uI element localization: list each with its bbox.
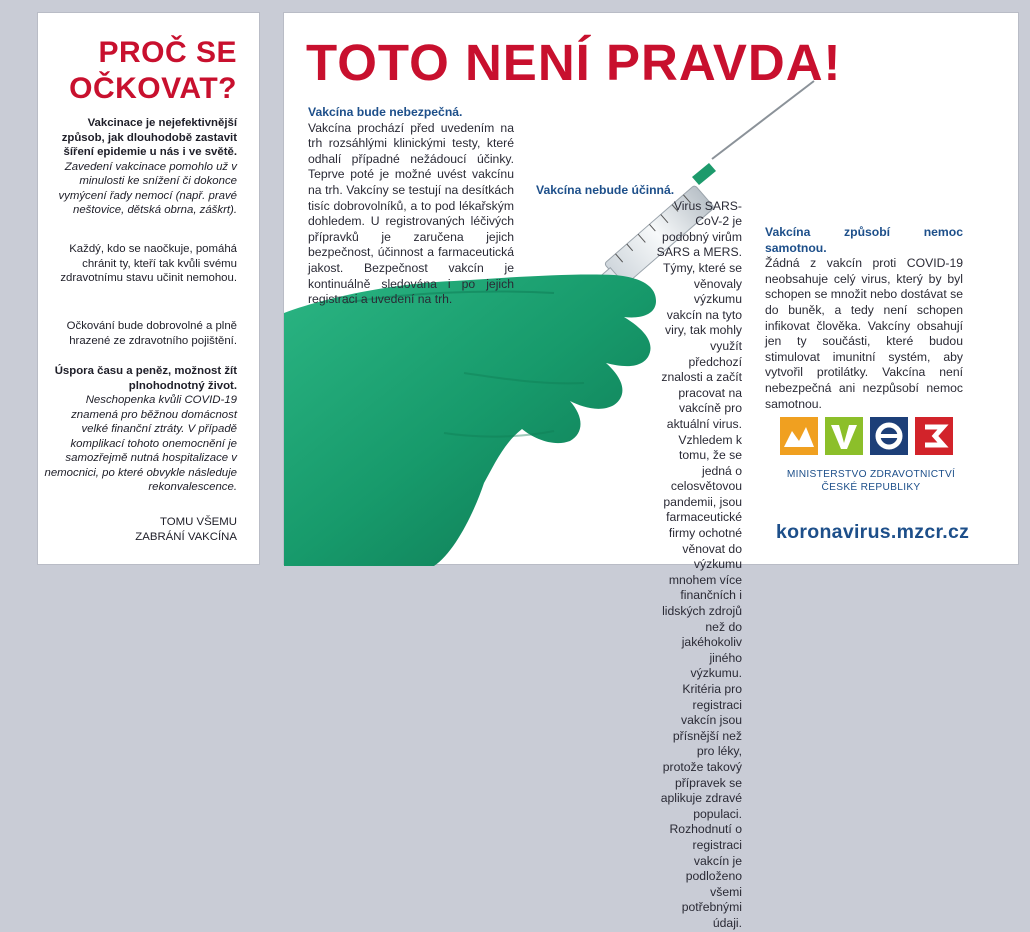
left-closing: TOMU VŠEMU ZABRÁNÍ VAKCÍNA — [135, 516, 237, 543]
column-vaccine-dangerous: Vakcína bude nebezpečná. Vakcína prochází před uvedením na trh rozsáhlými klinickými testy, které odhalí případné nežádoucí účinky. Teprve poté je možné uvést vakcínu na trh. Vakcíny se testují na desítkách tisíc dobrovolníků, a to pod lékařským dohledem. U registrovaných léčivých přípravků je zaručena jejich bezpečnost, účinnost a farmaceutická jakost. Bezpečnost vakcín je kontinuálně sledována i po jejich registraci a uvedení na trh. — [308, 105, 514, 307]
logo-navy-icon — [870, 417, 908, 455]
ministry-name: MINISTERSTVO ZDRAVOTNICTVÍ ČESKÉ REPUBLIKY — [786, 469, 956, 493]
left-paragraph-3: Očkování bude dobrovolné a plně hrazené ze zdravotního pojištění. — [66, 320, 237, 347]
left-paragraph-4: Úspora času a peněz, možnost žít plnohodnotný život. Neschopenka kvůli COVID-19 znamená pro běžnou domácnost velké finanční ztráty. V případě komplikací tohoto onemocnění je samozřejmě nutná hospitalizace v nemocnici, po které obvykle následuje rekonvalescence. — [44, 365, 237, 493]
left-paragraph-2: Každý, kdo se naočkuje, pomáhá chránit ty, kteří tak kvůli svému zdravotnímu stavu učinit nemohou. — [60, 243, 237, 284]
left-paragraph-1: Vakcinace je nejefektivnější způsob, jak dlouhodobě zastavit šíření epidemie u nás i ve světě. Zavedení vakcinace pomohlo už v minulosti ke snížení či dokonce vymýcení řady nemocí (např. pravé neštovice, dětská obrna, záškrt). — [58, 117, 237, 216]
left-title: PROČ SE OČKOVAT? — [69, 36, 237, 105]
logo-red-icon — [915, 417, 953, 455]
column-vaccine-ineffective: Vakcína nebude účinná. Virus SARS-CoV-2 je podobný virům SARS a MERS. Týmy, které se věnovaly výzkumu vakcín na tyto viry, tak mohly využít předchozí znalosti a začít pracovat na vakcíně pro aktuální virus. Vzhledem k tomu, že se jedná o celosvětovou pandemii, jsou farmaceutické firmy ochotné věnovat do výzkumu mnohem více finančních i lidských zdrojů než do jakéhokoliv jiného výzkumu. Kritéria pro registraci vakcín jsou přísnější než pro léky, protože takový přípravek se aplikuje zdravé populaci. Rozhodnutí o registraci vakcín je podloženo všemi potřebnými údaji. — [536, 183, 742, 930]
main-title: TOTO NENÍ PRAVDA! — [306, 34, 842, 91]
heading-vaccine-ineffective: Vakcína nebude účinná. — [536, 183, 675, 197]
right-panel — [283, 12, 1019, 930]
heading-vaccine-dangerous: Vakcína bude nebezpečná. — [308, 105, 463, 119]
left-panel — [37, 12, 260, 565]
logo-orange-icon — [780, 417, 818, 455]
column-vaccine-causes-disease: Vakcína způsobí nemoc samotnou. Žádná z vakcín proti COVID-19 neobsahuje celý virus, který by byl schopen se množit nebo dostávat se do buněk, a tedy není schopen infikovat člověka. Vakcíny obsahují jen ty součásti, které budou stimulovat imunitní systém, aby vytvořil protilátky. Vakcína není nebezpečná ani nezpůsobí nemoc samotnou. — [765, 225, 963, 411]
logo-green-icon — [825, 417, 863, 455]
website-url[interactable]: koronavirus.mzcr.cz — [776, 521, 970, 543]
heading-vaccine-causes-disease: Vakcína způsobí nemoc samotnou. — [765, 225, 963, 255]
